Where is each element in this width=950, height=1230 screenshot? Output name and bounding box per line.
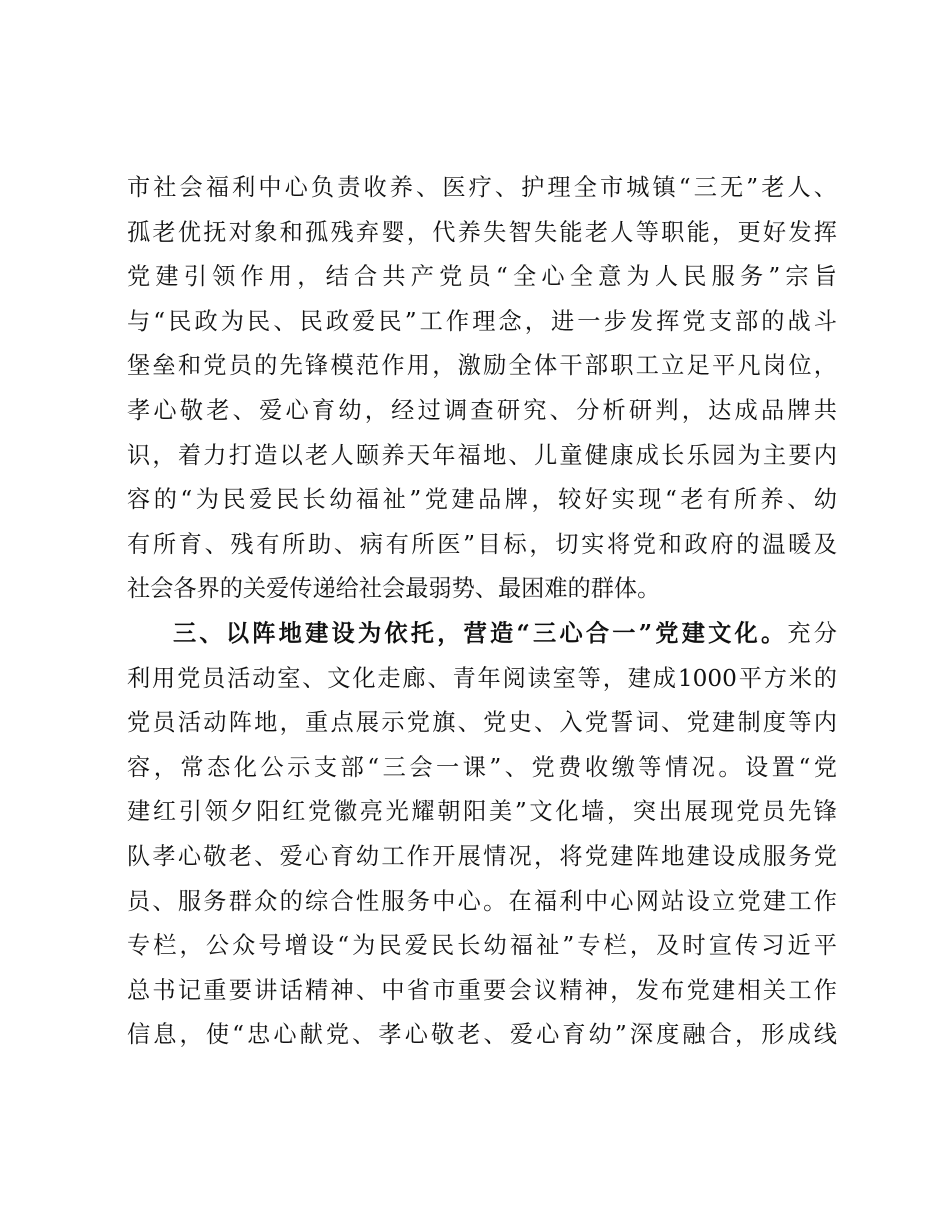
text-line: 有所育、残有所助、病有所医”目标，切实将党和政府的温暖及 [127, 530, 837, 558]
text-line: 孝心敬老、爱心育幼，经过调查研究、分析研判，达成品牌共 [127, 396, 837, 424]
text-line: 建红引领夕阳红党徽亮光耀朝阳美”文化墙，突出展现党员先锋 [127, 798, 837, 826]
section-heading-line [127, 612, 837, 657]
text-line: 利用党员活动室、文化走廊、青年阅读室等，建成1000平方米的 [127, 664, 837, 692]
text-line: 员、服务群众的综合性服务中心。在福利中心网站设立党建工作 [127, 887, 837, 915]
text-line: 党建引领作用，结合共产党员“全心全意为人民服务”宗旨 [127, 263, 837, 291]
text-line: 社会各界的关爱传递给社会最弱势、最困难的群体。 [127, 575, 661, 603]
text-line: 党员活动阵地，重点展示党旗、党史、入党誓词、党建制度等内 [127, 709, 837, 737]
document-body [127, 166, 837, 1058]
text-line: 识，着力打造以老人颐养天年福地、儿童健康成长乐园为主要内 [127, 441, 837, 469]
text-line: 总书记重要讲话精神、中省市重要会议精神，发布党建相关工作 [127, 976, 837, 1004]
section-heading: 三、以阵地建设为依托，营造“三心合一”党建文化。 [173, 619, 788, 647]
text-line: 队孝心敬老、爱心育幼工作开展情况，将党建阵地建设成服务党 [127, 842, 837, 870]
text-line: 容，常态化公示支部“三会一课”、党费收缴等情况。设置“党 [127, 753, 837, 781]
text-line: 市社会福利中心负责收养、医疗、护理全市城镇“三无”老人、 [127, 174, 837, 201]
text-line: 孤老优抚对象和孤残弃婴，代养失智失能老人等职能，更好发挥 [127, 218, 837, 246]
text-line: 堡垒和党员的先锋模范作用，激励全体干部职工立足平凡岗位， [127, 352, 837, 380]
heading-line-rest: 充分 [787, 619, 837, 647]
text-line: 与“民政为民、民政爱民”工作理念，进一步发挥党支部的战斗 [127, 307, 837, 335]
text-line: 专栏，公众号增设“为民爱民长幼福祉”专栏，及时宣传习近平 [127, 932, 837, 960]
text-line: 信息，使“忠心献党、孝心敬老、爱心育幼”深度融合，形成线 [127, 1021, 837, 1049]
text-line: 容的“为民爱民长幼福祉”党建品牌，较好实现“老有所养、幼 [127, 486, 837, 514]
